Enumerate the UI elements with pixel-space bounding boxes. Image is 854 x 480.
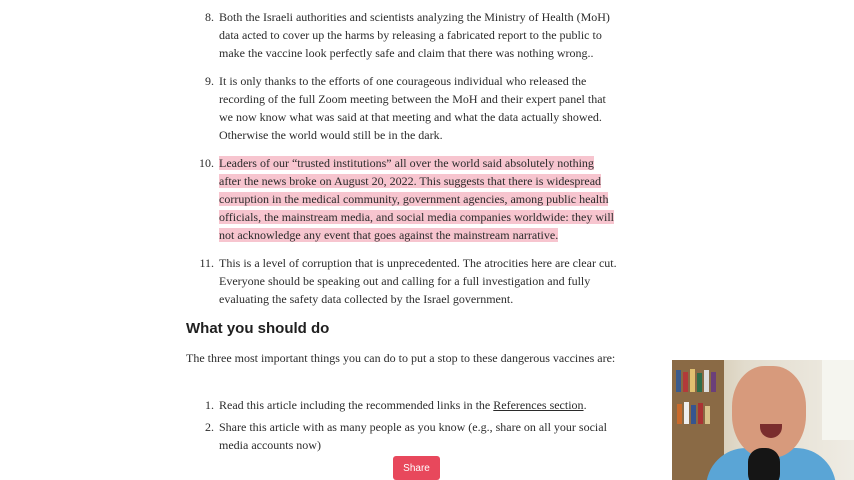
list-item	[186, 254, 618, 308]
share-button[interactable]: Share	[393, 456, 440, 480]
list-number: 9.	[205, 74, 214, 88]
list-number: 1.	[205, 398, 214, 412]
list-item-highlighted	[186, 154, 618, 244]
list-item-text: It is only thanks to the efforts of one courageous individual who released the recording of the full Zoom meeting between the MoH and their expert panel that we now know what was said at that meeting and what the data actually showed. Otherwise the world would still be in the dark.	[219, 74, 606, 142]
section-heading: What you should do	[186, 320, 330, 337]
numbered-points-list	[186, 8, 618, 318]
webcam-video-overlay	[672, 360, 854, 480]
list-number: 10.	[199, 156, 214, 170]
presenter-face	[732, 366, 806, 458]
highlighted-text[interactable]: Leaders of our “trusted institutions” all over the world said absolutely nothing after the news broke on August 20, 2022. This suggests that there is widespread corruption in the medical community, government agencies, among public health officials, the mainstream media, and social media companies worldwide: they will not acknowledge any event that goes against the mainstream narrative.	[219, 156, 614, 242]
list-item-text: This is a level of corruption that is unprecedented. The atrocities here are clear cut. Everyone should be speaking out and calling for a full investigation and fully evaluating the safety data collected by the Israel government.	[219, 256, 617, 306]
action-item	[186, 418, 618, 454]
microphone-icon	[748, 448, 780, 480]
references-link[interactable]: References section	[493, 398, 584, 412]
list-item	[186, 8, 618, 62]
action-list	[186, 396, 618, 458]
window	[822, 360, 854, 440]
list-number: 11.	[199, 256, 214, 270]
list-item	[186, 72, 618, 144]
action-item	[186, 396, 618, 414]
intro-paragraph: The three most important things you can do to put a stop to these dangerous vaccines are:	[186, 351, 616, 365]
action-text-end: .	[583, 398, 587, 412]
action-text: Read this article including the recommended links in the	[219, 398, 494, 412]
list-item-text: Both the Israeli authorities and scientists analyzing the Ministry of Health (MoH) data acted to cover up the harms by releasing a fabricated report to the public to make the vaccine look perfectly safe and claim that there was nothing wrong..	[219, 10, 610, 60]
list-number: 2.	[205, 420, 214, 434]
list-number: 8.	[205, 10, 214, 24]
action-text: Share this article with as many people as you know (e.g., share on all your social media accounts now)	[219, 420, 607, 452]
